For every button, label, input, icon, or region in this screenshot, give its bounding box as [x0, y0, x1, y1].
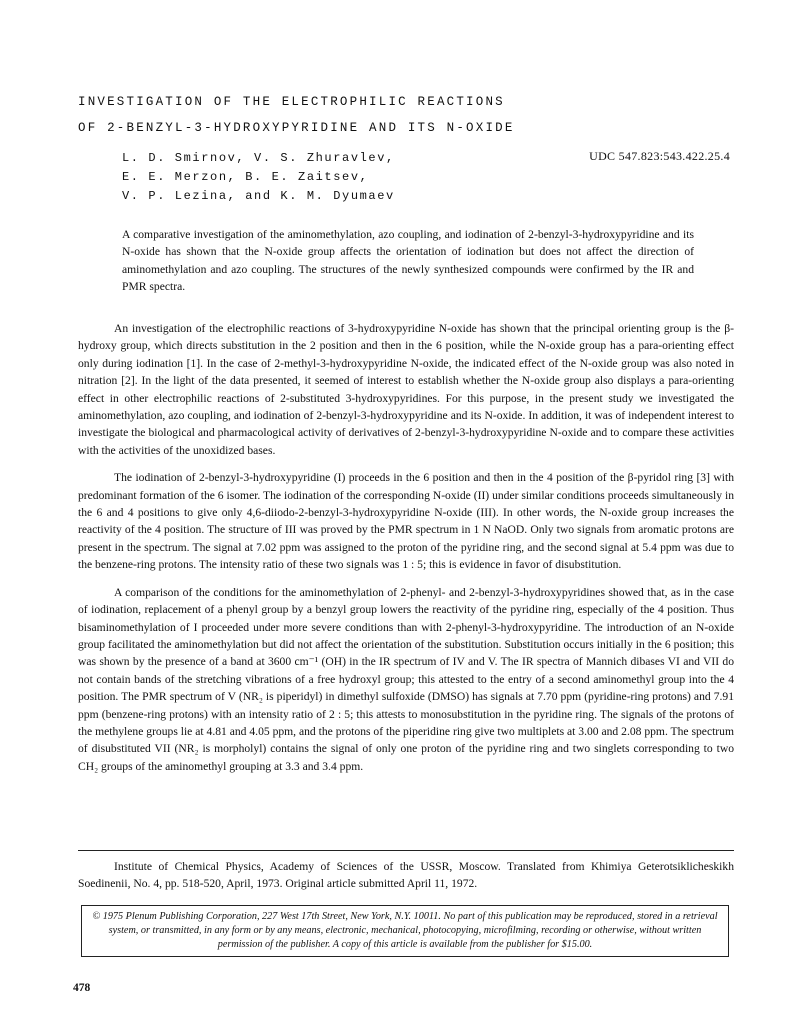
udc-code: UDC 547.823:543.422.25.4 — [589, 149, 730, 163]
author-line: E. E. Merzon, B. E. Zaitsev, — [122, 170, 369, 184]
author-list — [122, 149, 395, 206]
abstract: A comparative investigation of the aminomethylation, azo coupling, and iodination of 2-benzyl-3-hydroxypyridine and its N-oxide has shown that the N-oxide group affects the orientation of iodination but does not affect the direction of aminomethylation and azo coupling. The structures of the newly synthesized compounds were confirmed by the IR and PMR spectra. — [122, 228, 694, 294]
footnote-divider — [78, 850, 734, 851]
page-number: 478 — [73, 982, 91, 994]
copyright-notice: © 1975 Plenum Publishing Corporation, 227 West 17th Street, New York, N.Y. 10011. No part of this publication may be reproduced, stored in a retrieval system, or transmitted, in any form or by any means, electronic, mechanical, photocopying, microfilming, recording or otherwise, without written permission of the publisher. A copy of this article is available from the publisher for $15.00. — [81, 905, 729, 957]
title-line-1: INVESTIGATION OF THE ELECTROPHILIC REACTIONS — [78, 95, 505, 109]
article-body — [78, 320, 734, 785]
body-paragraph: The iodination of 2-benzyl-3-hydroxypyridine (I) proceeds in the 6 position and then in the 4 position of the β-pyridol ring [3] with predominant formation of the 6 isomer. The iodination of the corresponding N-oxide (II) under similar conditions proceeds simultaneously in the 6 and 4 positions to give only 4,6-diiodo-2-benzyl-3-hydroxypyridine N-oxide (III). In other words, the N-oxide group increases the reactivity of the 4 position. The structure of III was proved by the PMR spectrum in 1 N NaOD. Only two signals from aromatic protons are present in the spectrum. The signal at 7.02 ppm was assigned to the proton of the pyridine ring, and the second signal at 5.4 ppm was due to the benzene-ring protons. The intensity ratio of these two signals was 1 : 5; this is evidence in favor of disubstitution. — [78, 471, 734, 572]
author-line: V. P. Lezina, and K. M. Dyumaev — [122, 189, 395, 203]
body-paragraph: An investigation of the electrophilic reactions of 3-hydroxypyridine N-oxide has shown that the principal orienting group is the β-hydroxy group, which directs substitution in the 2 position and then in the 6 position, while the N-oxide group has a para-orienting effect only during iodination [1]. In the case of 2-methyl-3-hydroxypyridine N-oxide, the indicated effect of the N-oxide group was also noted in nitration [2]. In the light of the data presented, it seemed of interest to establish whether the N-oxide group also displays a para-orienting effect in other electrophilic reactions of 2-substituted 3-hydroxypyridines. For this purpose, in the present study we investigated the aminomethylation, azo coupling, and iodination of 2-benzyl-3-hydroxypyridine and its N-oxide. In addition, it was of independent interest to investigate the biological and pharmacological activity of derivatives of 2-benzyl-3-hydroxypyridine N-oxide and to compare these activities with the activities of the unoxidized bases. — [78, 322, 734, 457]
body-paragraph: A comparison of the conditions for the aminomethylation of 2-phenyl- and 2-benzyl-3-hydroxypyridines showed that, as in the case of iodination, replacement of a phenyl group by a benzyl group lowers the reactivity of the pyridine ring, especially of the 4 position. Thus bisaminomethylation of I proceeded under more severe conditions than with 2-phenyl-3-hydroxypyridine. The introduction of an N-oxide group facilitated the aminomethylation but did not affect the orientation of the substitution. Substitution occurs initially in the 6 position; this was shown by the presence of a band at 3600 cm⁻¹ (OH) in the IR spectrum of IV and V. The IR spectra of Mannich dibases VI and VII do not contain bands of the stretching vibrations of a free hydroxyl group; this attested to the entry of a second aminomethyl group into the 4 position. The PMR spectrum of V (NR₂ is piperidyl) in dimethyl sulfoxide (DMSO) has signals at 7.70 ppm (pyridine-ring protons) and 7.91 ppm (benzene-ring protons) with an intensity ratio of 2 : 5; this attests to monosubstitution in the pyridine ring. The signals of the protons of the methylene groups lie at 4.81 and 4.05 ppm, and the protons of the piperidine ring give two multiplets at 3.00 and 2.08 ppm. The spectrum of disubstituted VII (NR₂ is morpholyl) contains the signal of only one proton of the pyridine ring and two singlets corresponding to two CH₂ groups of the aminomethyl grouping at 3.3 and 3.4 ppm. — [78, 585, 734, 773]
title-line-2: OF 2-BENZYL-3-HYDROXYPYRIDINE AND ITS N-OXIDE — [78, 121, 515, 135]
affiliation-footnote: Institute of Chemical Physics, Academy of Sciences of the USSR, Moscow. Translated from Khimiya Geterotsiklicheskikh Soedinenii, No. 4, pp. 518-520, April, 1973. Original article submitted April 11, 1972. — [78, 860, 734, 891]
author-line: L. D. Smirnov, V. S. Zhuravlev, — [122, 151, 395, 165]
